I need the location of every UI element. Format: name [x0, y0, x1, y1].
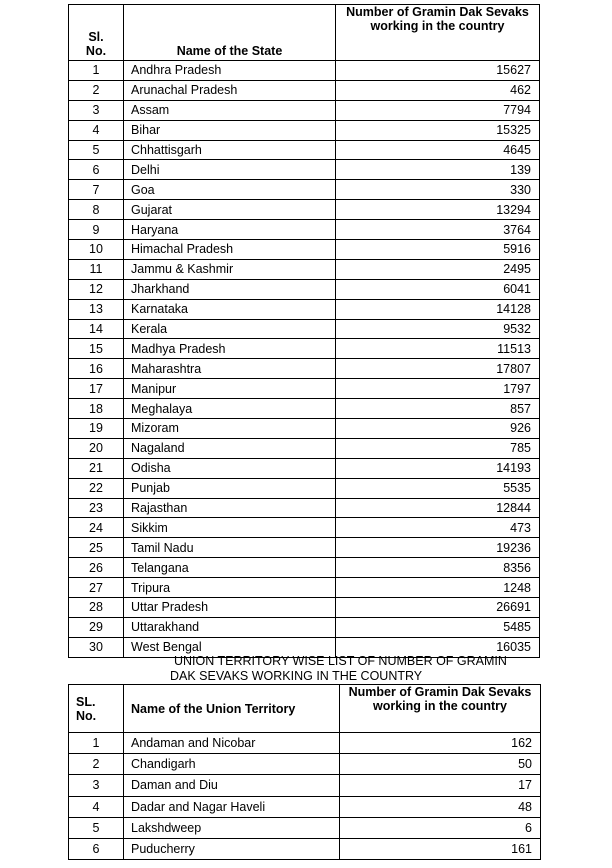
ut-heading-line2: DAK SEVAKS WORKING IN THE COUNTRY: [170, 669, 423, 683]
header-sl-no-line1: Sl.: [88, 30, 104, 44]
cell-gds-count: 12844: [336, 498, 540, 518]
cell-sl-no: 14: [69, 319, 124, 339]
cell-name: Mizoram: [124, 419, 336, 439]
cell-gds-count: 13294: [336, 200, 540, 220]
ut-table: [68, 684, 541, 860]
ut-header-sl-no-line1: SL.: [76, 694, 96, 709]
cell-sl-no: 7: [69, 180, 124, 200]
cell-name: Meghalaya: [124, 399, 336, 419]
cell-gds-count: 5485: [336, 617, 540, 637]
cell-gds-count: 16035: [336, 637, 540, 657]
cell-gds-count: 162: [340, 733, 541, 754]
cell-name: Sikkim: [124, 518, 336, 538]
cell-sl-no: 22: [69, 478, 124, 498]
state-row: [69, 319, 540, 339]
cell-sl-no: 13: [69, 299, 124, 319]
cell-gds-count: 11513: [336, 339, 540, 359]
cell-sl-no: 4: [69, 796, 124, 817]
cell-gds-count: 161: [340, 838, 541, 859]
cell-sl-no: 25: [69, 538, 124, 558]
cell-gds-count: 139: [336, 160, 540, 180]
cell-sl-no: 15: [69, 339, 124, 359]
cell-name: Madhya Pradesh: [124, 339, 336, 359]
cell-name: Lakshdweep: [124, 817, 340, 838]
cell-name: Punjab: [124, 478, 336, 498]
cell-name: Odisha: [124, 458, 336, 478]
cell-sl-no: 2: [69, 754, 124, 775]
cell-sl-no: 30: [69, 637, 124, 657]
cell-name: Andhra Pradesh: [124, 61, 336, 81]
state-row: [69, 578, 540, 598]
cell-gds-count: 26691: [336, 598, 540, 618]
cell-gds-count: 17807: [336, 359, 540, 379]
cell-gds-count: 50: [340, 754, 541, 775]
states-table-body: [69, 61, 540, 658]
cell-name: Kerala: [124, 319, 336, 339]
ut-row: [69, 838, 541, 859]
cell-name: Karnataka: [124, 299, 336, 319]
cell-name: Daman and Diu: [124, 775, 340, 796]
cell-sl-no: 5: [69, 817, 124, 838]
state-row: [69, 538, 540, 558]
cell-gds-count: 1797: [336, 379, 540, 399]
state-row: [69, 61, 540, 81]
cell-sl-no: 26: [69, 558, 124, 578]
cell-sl-no: 17: [69, 379, 124, 399]
cell-sl-no: 6: [69, 160, 124, 180]
cell-sl-no: 11: [69, 259, 124, 279]
cell-sl-no: 10: [69, 240, 124, 260]
ut-row: [69, 733, 541, 754]
state-row: [69, 180, 540, 200]
cell-gds-count: 3764: [336, 220, 540, 240]
cell-sl-no: 28: [69, 598, 124, 618]
cell-name: Uttar Pradesh: [124, 598, 336, 618]
cell-name: Bihar: [124, 120, 336, 140]
cell-gds-count: 8356: [336, 558, 540, 578]
ut-section-heading: [170, 654, 540, 684]
cell-sl-no: 8: [69, 200, 124, 220]
ut-header-sl-no-line2: No.: [76, 708, 97, 723]
cell-name: Arunachal Pradesh: [124, 80, 336, 100]
cell-gds-count: 5916: [336, 240, 540, 260]
ut-table-body: [69, 733, 541, 860]
cell-gds-count: 15627: [336, 61, 540, 81]
cell-sl-no: 21: [69, 458, 124, 478]
header-state-name: Name of the State: [124, 5, 336, 61]
state-row: [69, 299, 540, 319]
cell-name: Puducherry: [124, 838, 340, 859]
state-row: [69, 558, 540, 578]
ut-row: [69, 775, 541, 796]
cell-gds-count: 785: [336, 438, 540, 458]
state-row: [69, 120, 540, 140]
cell-gds-count: 7794: [336, 100, 540, 120]
state-row: [69, 140, 540, 160]
cell-name: Jammu & Kashmir: [124, 259, 336, 279]
state-row: [69, 359, 540, 379]
cell-gds-count: 4645: [336, 140, 540, 160]
state-row: [69, 498, 540, 518]
cell-name: Gujarat: [124, 200, 336, 220]
header-sl-no: [69, 5, 124, 61]
state-row: [69, 220, 540, 240]
state-row: [69, 399, 540, 419]
cell-gds-count: 857: [336, 399, 540, 419]
state-row: [69, 419, 540, 439]
cell-name: Andaman and Nicobar: [124, 733, 340, 754]
cell-name: Manipur: [124, 379, 336, 399]
cell-sl-no: 16: [69, 359, 124, 379]
state-row: [69, 478, 540, 498]
cell-sl-no: 18: [69, 399, 124, 419]
cell-name: Uttarakhand: [124, 617, 336, 637]
state-row: [69, 379, 540, 399]
cell-gds-count: 462: [336, 80, 540, 100]
state-row: [69, 259, 540, 279]
cell-gds-count: 473: [336, 518, 540, 538]
states-table: [68, 4, 540, 658]
state-row: [69, 279, 540, 299]
cell-gds-count: 14193: [336, 458, 540, 478]
cell-sl-no: 24: [69, 518, 124, 538]
cell-sl-no: 19: [69, 419, 124, 439]
ut-row: [69, 754, 541, 775]
ut-row: [69, 817, 541, 838]
cell-gds-count: 2495: [336, 259, 540, 279]
state-row: [69, 100, 540, 120]
cell-name: Chandigarh: [124, 754, 340, 775]
ut-header-name: Name of the Union Territory: [124, 685, 340, 733]
cell-gds-count: 5535: [336, 478, 540, 498]
state-row: [69, 240, 540, 260]
cell-sl-no: 6: [69, 838, 124, 859]
state-row: [69, 518, 540, 538]
cell-sl-no: 27: [69, 578, 124, 598]
state-row: [69, 438, 540, 458]
state-row: [69, 458, 540, 478]
cell-sl-no: 12: [69, 279, 124, 299]
cell-name: Haryana: [124, 220, 336, 240]
cell-sl-no: 2: [69, 80, 124, 100]
cell-name: Nagaland: [124, 438, 336, 458]
cell-gds-count: 1248: [336, 578, 540, 598]
cell-sl-no: 3: [69, 100, 124, 120]
header-sl-no-line2: No.: [85, 44, 107, 58]
cell-gds-count: 330: [336, 180, 540, 200]
cell-name: Himachal Pradesh: [124, 240, 336, 260]
cell-sl-no: 9: [69, 220, 124, 240]
cell-sl-no: 20: [69, 438, 124, 458]
state-row: [69, 598, 540, 618]
cell-name: Jharkhand: [124, 279, 336, 299]
cell-name: Chhattisgarh: [124, 140, 336, 160]
cell-name: Tripura: [124, 578, 336, 598]
cell-sl-no: 3: [69, 775, 124, 796]
states-header-row: [69, 5, 540, 61]
state-row: [69, 339, 540, 359]
cell-gds-count: 14128: [336, 299, 540, 319]
cell-gds-count: 19236: [336, 538, 540, 558]
cell-sl-no: 1: [69, 733, 124, 754]
cell-sl-no: 4: [69, 120, 124, 140]
cell-name: Assam: [124, 100, 336, 120]
ut-header-row: [69, 685, 541, 733]
cell-gds-count: 9532: [336, 319, 540, 339]
state-row: [69, 200, 540, 220]
ut-header-sl-no: [69, 685, 124, 733]
ut-header-gds-count: Number of Gramin Dak Sevaks working in the country: [340, 685, 541, 733]
cell-name: Tamil Nadu: [124, 538, 336, 558]
state-row: [69, 617, 540, 637]
cell-name: Delhi: [124, 160, 336, 180]
cell-sl-no: 5: [69, 140, 124, 160]
cell-gds-count: 15325: [336, 120, 540, 140]
cell-gds-count: 6: [340, 817, 541, 838]
cell-gds-count: 48: [340, 796, 541, 817]
cell-name: Maharashtra: [124, 359, 336, 379]
cell-gds-count: 6041: [336, 279, 540, 299]
ut-row: [69, 796, 541, 817]
cell-name: Rajasthan: [124, 498, 336, 518]
cell-sl-no: 29: [69, 617, 124, 637]
cell-name: Goa: [124, 180, 336, 200]
state-row: [69, 80, 540, 100]
state-row: [69, 160, 540, 180]
cell-gds-count: 17: [340, 775, 541, 796]
cell-name: Dadar and Nagar Haveli: [124, 796, 340, 817]
header-gds-count: Number of Gramin Dak Sevaks working in the country: [336, 5, 540, 61]
cell-name: Telangana: [124, 558, 336, 578]
cell-sl-no: 1: [69, 61, 124, 81]
cell-gds-count: 926: [336, 419, 540, 439]
cell-name: West Bengal: [124, 637, 336, 657]
ut-heading-line1: UNION TERRITORY WISE LIST OF NUMBER OF GRAMIN: [174, 654, 507, 668]
cell-sl-no: 23: [69, 498, 124, 518]
